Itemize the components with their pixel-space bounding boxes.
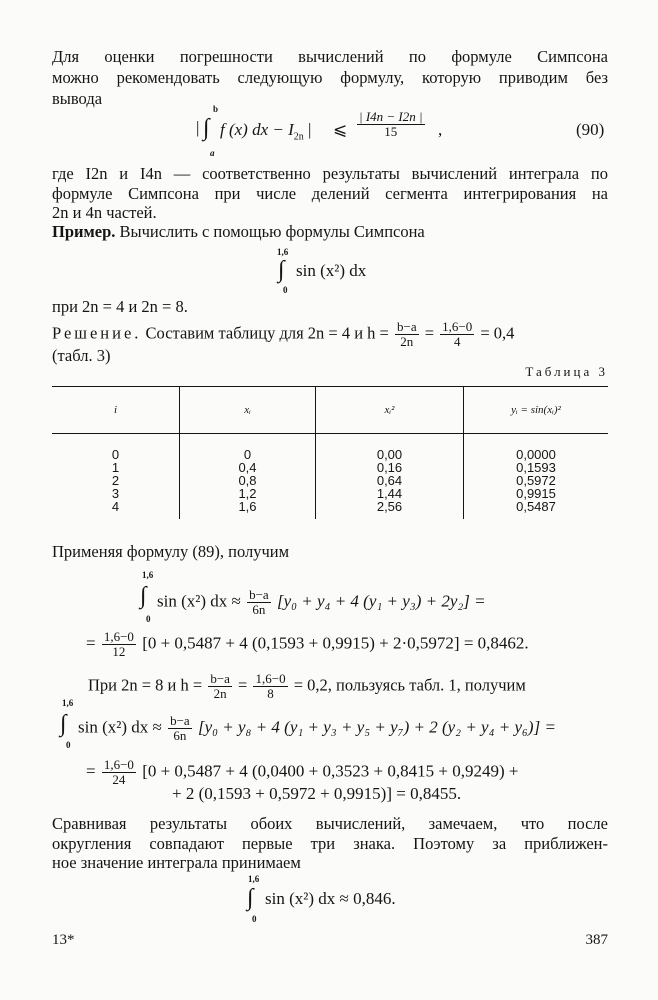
signature-mark: 13* (52, 932, 75, 948)
column-x: 0 0,4 0,8 1,2 1,6 (180, 434, 316, 520)
paragraph-2-line-2: формуле Симпсона при числе делений сегмента интегрирования на (52, 184, 608, 203)
paragraph-2-line-3: 2n и 4n частей. (52, 203, 157, 222)
integral-sign: ∫ (203, 115, 210, 141)
paragraph-2-line-1: где I2n и I4n — соответственно результаты вычислений интеграла по (52, 164, 608, 183)
table-reference: (табл. 3) (52, 346, 111, 365)
integral-lower-limit: a (210, 148, 215, 158)
apply-line: Применяя формулу (89), получим (52, 542, 290, 561)
table-caption: Таблица 3 (525, 364, 608, 379)
integral-sign: ∫ (140, 583, 147, 609)
fraction-denominator: 15 (384, 124, 398, 139)
paragraph-3-line-2: округления совпадают первые три знака. Поэтому за приближен- (52, 834, 608, 853)
paragraph-1-line-3: вывода (52, 89, 103, 108)
integral-upper-limit: b (213, 104, 219, 114)
column-x-squared: 0,00 0,16 0,64 1,44 2,56 (316, 434, 464, 520)
table-3 (52, 386, 608, 519)
fraction-numerator: | I4n − I2n | (359, 109, 423, 124)
column-i: 0 1 2 3 4 (111, 447, 120, 514)
example-line: Пример. Вычислить с помощью формулы Симпсона (52, 222, 425, 241)
equation-number: (90) (576, 120, 605, 139)
paragraph-3-line-3: ное значение интеграла принимаем (52, 853, 301, 872)
paragraph-1-line-2: можно рекомендовать следующую формулу, которую приводим без (52, 68, 608, 87)
page-number: 387 (585, 932, 608, 948)
header-x: xᵢ (180, 387, 316, 434)
paragraph-3-line-1: Сравнивая результаты обоих вычислений, замечаем, что после (52, 814, 608, 833)
integral-sign: ∫ (247, 885, 254, 911)
integral-sign: ∫ (60, 711, 67, 737)
column-y: 0,0000 0,1593 0,5972 0,9915 0,5487 (464, 434, 609, 520)
paragraph-1-line-1: Для оценки погрешности вычислений по формуле Симпсона (52, 47, 608, 66)
header-x-squared: xᵢ² (316, 387, 464, 434)
step-2n-8-line: При 2n = 8 и h = $\frac{b-a}{2n}$ = $\frac{1,6-0}{8}$ = 0,2, пользуясь табл. 1, получим (88, 671, 526, 701)
integrand: f (x) dx − I (220, 120, 294, 139)
example-conditions: при 2n = 4 и 2n = 8. (52, 297, 188, 316)
leq-sign: ⩽ (333, 120, 348, 139)
subscript-2n: 2n (293, 131, 304, 143)
solution-line: Решение. Составим таблицу для 2n = 4 и h = $\frac{b-a}{2n}$ = $\frac{1,6-0}{4}$ = 0,4 (52, 319, 515, 349)
example-label: Пример. (52, 222, 116, 241)
integral-sign: ∫ (278, 257, 285, 283)
solution-label: Решение. (52, 323, 142, 343)
header-i: i (52, 387, 180, 434)
header-y: yᵢ = sin(xᵢ)² (464, 387, 609, 434)
